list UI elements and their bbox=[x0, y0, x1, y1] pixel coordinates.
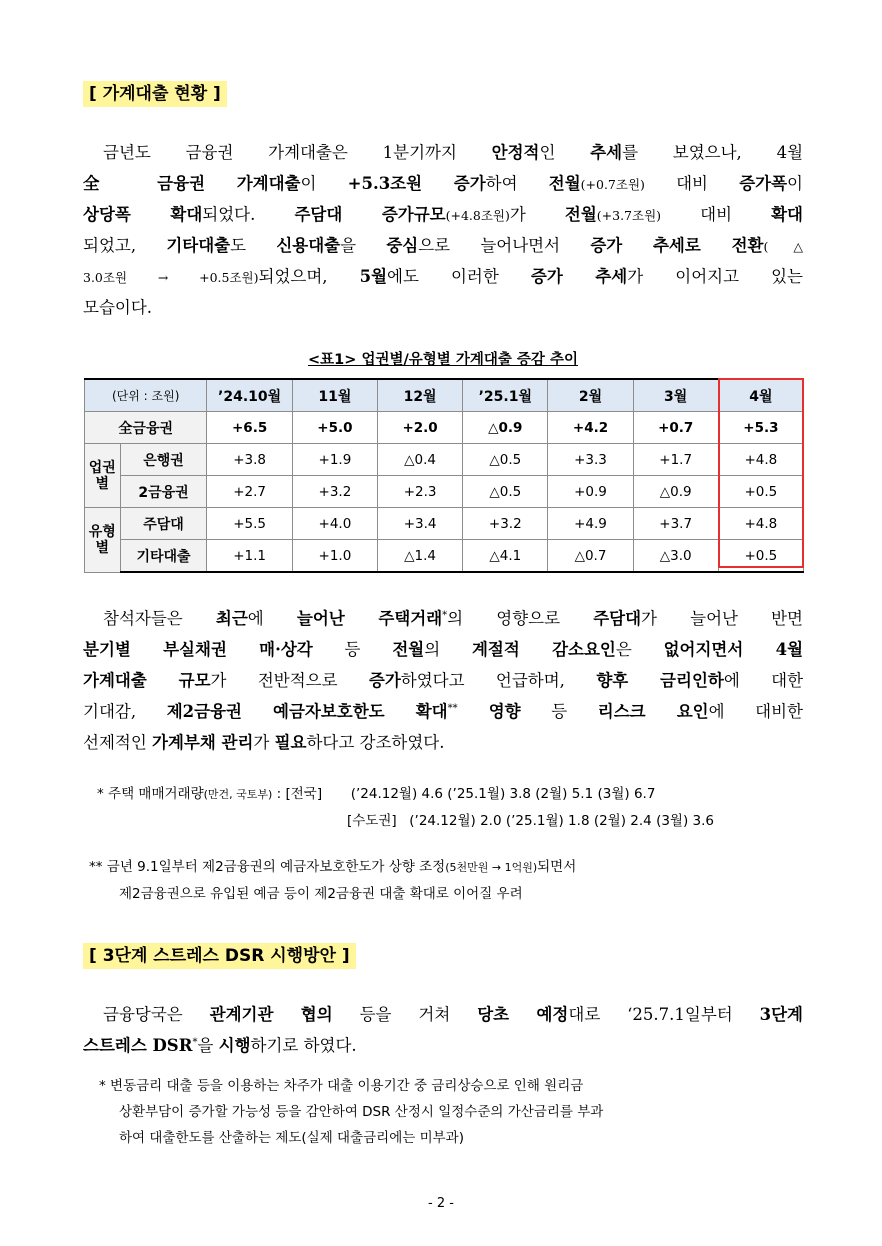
text-run: 증가폭 bbox=[739, 174, 788, 193]
text-run: 에 대비한 bbox=[708, 702, 803, 721]
text-run: 등 bbox=[520, 702, 598, 721]
row-label: 2금융권 bbox=[120, 476, 207, 508]
text-run: 하기로 하였다. bbox=[250, 1036, 357, 1055]
text-run: 가 bbox=[509, 205, 565, 224]
group-label-type: 유형별 bbox=[85, 508, 121, 573]
footnote-line: 상환부담이 증가할 가능성 등을 감안하여 DSR 산정시 일정수준의 가산금리를 부과 bbox=[119, 1104, 604, 1120]
text-run: 중심 bbox=[386, 236, 419, 255]
text-run: 전월 bbox=[548, 174, 581, 193]
text-run: 증가 bbox=[368, 671, 401, 690]
text-run: 영향 bbox=[457, 702, 521, 721]
row-label: 은행권 bbox=[120, 444, 207, 476]
table-cell: △3.0 bbox=[633, 540, 718, 573]
table-cell: +1.1 bbox=[207, 540, 292, 573]
text-run: 가 늘어난 반면 bbox=[641, 609, 803, 628]
table-row-total bbox=[85, 412, 804, 444]
text-run: 참석자들은 bbox=[103, 609, 216, 628]
footnote-stress-dsr-definition bbox=[83, 1073, 803, 1151]
text-run: 등 bbox=[312, 640, 393, 659]
text-run: 하다고 강조하였다. bbox=[306, 733, 445, 752]
paragraph-line bbox=[83, 727, 803, 758]
page-number: - 2 - bbox=[428, 1196, 454, 1211]
section-heading-household-loans: [ 가계대출 현황 ] bbox=[83, 81, 227, 107]
text-run: 확대 bbox=[771, 205, 803, 224]
unit-label: (단위 : 조원) bbox=[85, 379, 207, 412]
table-cell: +2.7 bbox=[207, 476, 292, 508]
paragraph-line bbox=[83, 634, 803, 665]
group-label-industry: 업권별 bbox=[85, 444, 121, 508]
text-run: 기타대출 bbox=[166, 236, 231, 255]
table-cell: +3.8 bbox=[207, 444, 292, 476]
table-cell: △0.4 bbox=[378, 444, 463, 476]
text-run: 없어지면서 4월 bbox=[663, 640, 804, 659]
paragraph-line bbox=[83, 199, 803, 230]
text-run: 3.0조원 → +0.5조원) bbox=[83, 270, 259, 285]
text-run: 제2금융권 예금자보호한도 확대 bbox=[166, 702, 448, 721]
text-run: 대로 ‘25.7.1일부터 bbox=[568, 1005, 760, 1024]
table-row bbox=[85, 444, 804, 476]
text-run: 시행 bbox=[218, 1036, 251, 1055]
footnote-line: 제2금융권으로 유입된 예금 등이 제2금융권 대출 확대로 이어질 우려 bbox=[119, 886, 523, 902]
paragraph-line bbox=[83, 137, 803, 168]
text-run: 에도 이러한 bbox=[387, 267, 531, 286]
footnote-text-small: (5천만원 → 1억원) bbox=[445, 861, 538, 874]
footnote-item: (3월) 6.7 bbox=[597, 786, 656, 802]
table-cell: △0.5 bbox=[463, 444, 548, 476]
footnote-colon: : bbox=[272, 786, 286, 802]
text-run: 가 bbox=[253, 733, 275, 752]
footnote-item: (’24.12월) 2.0 bbox=[409, 813, 502, 829]
paragraph-line bbox=[83, 292, 803, 323]
text-run: 안정적 bbox=[491, 143, 540, 162]
table-cell: +0.9 bbox=[548, 476, 633, 508]
text-run: 선제적인 bbox=[83, 733, 153, 752]
column-header: 12월 bbox=[378, 379, 463, 412]
text-run: 늘어난 주택거래 bbox=[296, 609, 443, 628]
text-run: 에 대한 bbox=[723, 671, 804, 690]
footnote-item: (2월) 2.4 bbox=[593, 813, 652, 829]
table-cell: +3.4 bbox=[378, 508, 463, 540]
footnote-item: (2월) 5.1 bbox=[535, 786, 594, 802]
column-header: 3월 bbox=[633, 379, 718, 412]
text-run: 되었다. bbox=[202, 205, 295, 224]
footnote-text: 되면서 bbox=[537, 859, 577, 875]
text-run: 하여 bbox=[485, 174, 549, 193]
text-run: 신용대출 bbox=[276, 236, 341, 255]
text-run: 의 bbox=[424, 640, 472, 659]
text-run: 금년도 금융권 가계대출은 1분기까지 bbox=[103, 143, 492, 162]
text-run: 이 bbox=[300, 174, 348, 193]
footnote-item: (’24.12월) 4.6 bbox=[350, 786, 443, 802]
footnote-line bbox=[83, 781, 803, 808]
text-run: 최근 bbox=[215, 609, 248, 628]
text-run: 대비 bbox=[644, 174, 740, 193]
table-title: <표1> 업권별/유형별 가계대출 증감 추이 bbox=[308, 352, 578, 368]
column-header: 11월 bbox=[292, 379, 377, 412]
text-run: 주담대 증가규모 bbox=[294, 205, 446, 224]
table-cell: +1.7 bbox=[633, 444, 718, 476]
paragraph-line bbox=[83, 230, 803, 261]
text-run: 에 bbox=[247, 609, 297, 628]
text-run: 으로 늘어나면서 bbox=[418, 236, 591, 255]
table-cell: +6.5 bbox=[207, 412, 292, 444]
row-label: 주담대 bbox=[120, 508, 207, 540]
text-run: 향후 금리인하 bbox=[596, 671, 724, 690]
table-cell: +1.9 bbox=[292, 444, 377, 476]
table-row bbox=[85, 540, 804, 573]
table-cell: +4.8 bbox=[718, 444, 803, 476]
text-run: (+3.7조원) bbox=[596, 208, 662, 223]
text-run: 필요 bbox=[274, 733, 307, 752]
table-cell: +3.7 bbox=[633, 508, 718, 540]
text-run: 전월 bbox=[392, 640, 425, 659]
table-cell: +4.0 bbox=[292, 508, 377, 540]
text-run: +5.3조원 증가 bbox=[347, 174, 486, 193]
table-cell: +4.2 bbox=[548, 412, 633, 444]
text-run: 증가 추세로 전환 bbox=[590, 236, 764, 255]
text-run: 관계기관 협의 bbox=[209, 1005, 333, 1024]
text-run: 되었으며, bbox=[258, 267, 360, 286]
text-run: 되었고, bbox=[83, 236, 167, 255]
paragraph-line bbox=[83, 665, 803, 696]
footnote-line: 하여 대출한도를 산출하는 제도(실제 대출금리에는 미부과) bbox=[119, 1130, 464, 1146]
text-run: 하였다고 언급하며, bbox=[400, 671, 597, 690]
footnote-text: ** 금년 9.1일부터 제2금융권의 예금자보호한도가 상향 조정 bbox=[89, 859, 446, 875]
text-run: * bbox=[442, 610, 448, 621]
table-cell: +1.0 bbox=[292, 540, 377, 573]
text-run: 을 bbox=[197, 1036, 219, 1055]
table-cell: △0.9 bbox=[463, 412, 548, 444]
footnote-item: (’25.1월) 3.8 bbox=[447, 786, 531, 802]
table-cell: +0.5 bbox=[718, 540, 803, 573]
table-cell: +4.8 bbox=[718, 508, 803, 540]
text-run: 기대감, bbox=[83, 702, 167, 721]
text-run: 5월 bbox=[359, 267, 388, 286]
table-header-row bbox=[85, 379, 804, 412]
table-row bbox=[85, 476, 804, 508]
table-cell: △0.7 bbox=[548, 540, 633, 573]
region-label: [수도권] bbox=[347, 813, 397, 829]
paragraph-line bbox=[83, 168, 803, 199]
footnote-line bbox=[83, 808, 803, 834]
text-run: 등을 거쳐 bbox=[332, 1005, 478, 1024]
text-run: 추세 bbox=[590, 143, 623, 162]
table-cell: +2.0 bbox=[378, 412, 463, 444]
table-cell: +5.5 bbox=[207, 508, 292, 540]
footnote-line bbox=[83, 854, 803, 881]
text-run: 3단계 bbox=[759, 1005, 803, 1024]
table-cell: +5.0 bbox=[292, 412, 377, 444]
text-run: 상당폭 확대 bbox=[83, 205, 203, 224]
column-header: 4월 bbox=[718, 379, 803, 412]
paragraph-line bbox=[83, 261, 803, 292]
section-heading-stress-dsr: [ 3단계 스트레스 DSR 시행방안 ] bbox=[83, 943, 356, 969]
text-run: 대비 bbox=[661, 205, 772, 224]
loan-change-table bbox=[84, 378, 804, 573]
text-run: 스트레스 DSR bbox=[83, 1036, 193, 1055]
table-cell: +2.3 bbox=[378, 476, 463, 508]
table-row bbox=[85, 508, 804, 540]
table-cell: +3.2 bbox=[292, 476, 377, 508]
text-run: 를 보였으나, 4월 bbox=[622, 143, 804, 162]
text-run: 금융당국은 bbox=[103, 1005, 210, 1024]
text-run: 의 영향으로 bbox=[447, 609, 594, 628]
text-run: ** bbox=[447, 703, 458, 714]
text-run: 인 bbox=[539, 143, 591, 162]
paragraph-line bbox=[83, 696, 803, 727]
column-header: 2월 bbox=[548, 379, 633, 412]
text-run: 리스크 요인 bbox=[597, 702, 709, 721]
text-run: 계절적 감소요인 bbox=[471, 640, 616, 659]
footnote-marker-label: * 주택 매매거래량 bbox=[97, 786, 204, 802]
table-cell: +0.7 bbox=[633, 412, 718, 444]
table-cell: △0.9 bbox=[633, 476, 718, 508]
paragraph-line bbox=[83, 999, 803, 1030]
text-run: 주담대 bbox=[593, 609, 642, 628]
paragraph-stress-dsr bbox=[83, 999, 803, 1061]
table-cell: +3.2 bbox=[463, 508, 548, 540]
text-run: * bbox=[192, 1037, 198, 1048]
footnote-source: (만건, 국토부) bbox=[203, 788, 273, 801]
table-cell: +5.3 bbox=[718, 412, 803, 444]
region-label: [전국] bbox=[285, 786, 323, 802]
column-header: ’25.1월 bbox=[463, 379, 548, 412]
row-label: 기타대출 bbox=[120, 540, 207, 573]
table-cell: △4.1 bbox=[463, 540, 548, 573]
table-cell: +3.3 bbox=[548, 444, 633, 476]
text-run: (+0.7조원) bbox=[580, 177, 645, 192]
footnote-deposit-protection bbox=[83, 854, 803, 907]
paragraph-line bbox=[83, 1030, 803, 1061]
table-cell: +4.9 bbox=[548, 508, 633, 540]
table-cell: +0.5 bbox=[718, 476, 803, 508]
footnote-item: (’25.1월) 1.8 bbox=[505, 813, 590, 829]
footnote-item: (3월) 3.6 bbox=[656, 813, 714, 829]
paragraph-loan-status bbox=[83, 137, 803, 323]
text-run: 을 bbox=[340, 236, 387, 255]
text-run: 가 이어지고 있는 bbox=[627, 267, 803, 286]
paragraph-line bbox=[83, 603, 803, 634]
footnote-line: * 변동금리 대출 등을 이용하는 차주가 대출 이용기간 중 금리상승으로 인해 원리금 bbox=[99, 1078, 584, 1094]
text-run: (+4.8조원) bbox=[445, 208, 510, 223]
table-cell: △0.5 bbox=[463, 476, 548, 508]
text-run: 증가 추세 bbox=[530, 267, 628, 286]
text-run: (△ bbox=[763, 239, 803, 254]
text-run: 가계대출 규모 bbox=[83, 671, 211, 690]
text-run: 도 bbox=[230, 236, 277, 255]
text-run: 당초 예정 bbox=[477, 1005, 569, 1024]
text-run: 모습이다. bbox=[83, 298, 153, 317]
text-run: 가 전반적으로 bbox=[210, 671, 369, 690]
text-run: 이 bbox=[787, 174, 803, 193]
footnote-housing-transactions bbox=[83, 781, 803, 834]
text-run: 분기별 부실채권 매·상각 bbox=[83, 640, 313, 659]
text-run: 전월 bbox=[564, 205, 597, 224]
table-cell: △1.4 bbox=[378, 540, 463, 573]
text-run: 가계부채 관리 bbox=[152, 733, 254, 752]
row-label-total: 全금융권 bbox=[85, 412, 207, 444]
paragraph-participants bbox=[83, 603, 803, 758]
column-header: ’24.10월 bbox=[207, 379, 292, 412]
text-run: 全 금융권 가계대출 bbox=[83, 174, 301, 193]
text-run: 은 bbox=[615, 640, 664, 659]
